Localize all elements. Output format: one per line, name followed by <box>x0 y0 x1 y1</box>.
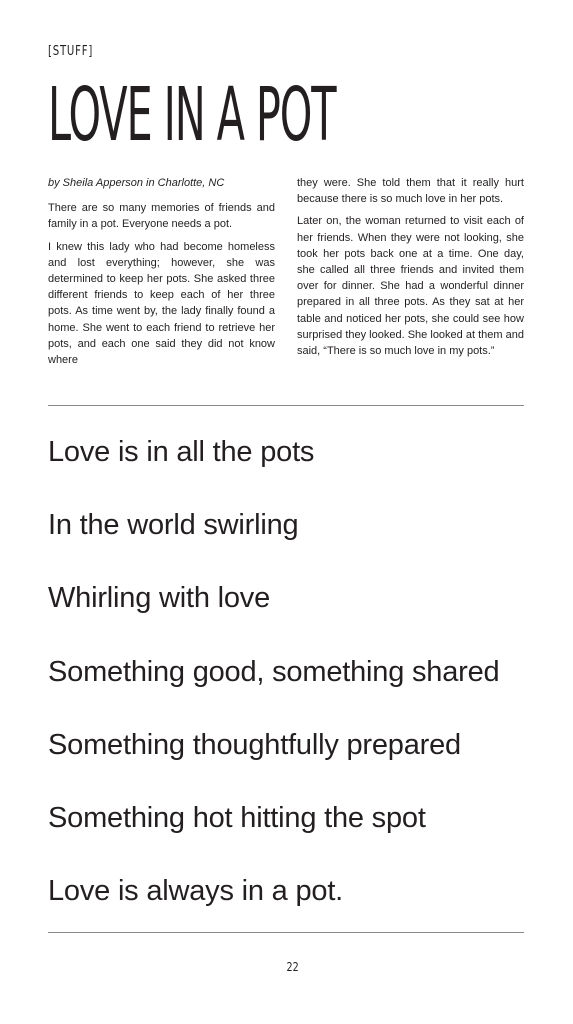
article-column-right <box>297 175 524 374</box>
article-paragraph-continued: they were. She told them that it really hurt because there is so much love in her pots. <box>297 177 524 206</box>
article-paragraph: There are so many memories of friends and family in a pot. Everyone needs a pot. <box>48 202 275 231</box>
page-number <box>48 960 538 974</box>
byline: by Sheila Apperson in Charlotte, NC <box>48 177 225 189</box>
poem-line: Something thoughtfully prepared <box>48 728 461 761</box>
article-body <box>48 175 524 374</box>
article-paragraph: Later on, the woman returned to visit each of her friends. When they were not looking, she took her pots back one at a time. One day, she called all three friends and invited them over for dinner. She had a wonderful dinner prepared in all three pots. As they sat at her table and noticed her pots, she could see how surprised they looked. She looked at them and said, “There is so much love in my pots.” <box>297 215 524 358</box>
poem-line: In the world swirling <box>48 509 299 542</box>
divider-bottom <box>48 932 524 933</box>
page-number-text: 22 <box>286 960 300 974</box>
section-tag: [STUFF] <box>48 44 94 59</box>
article-paragraph: I knew this lady who had become homeless and lost everything; however, she was determined to keep her pots. She asked three different friends to keep each of her three pots. As time went by, the lady finally found a home. She went to each friend to retrieve her pots, and each one said they did not know where <box>48 240 275 367</box>
page-title: LOVE IN A POT <box>48 72 336 158</box>
article-column-left <box>48 175 275 374</box>
magazine-page <box>48 0 524 1024</box>
poem-line: Something hot hitting the spot <box>48 801 426 834</box>
poem-line: Something good, something shared <box>48 655 500 688</box>
divider-top <box>48 405 524 406</box>
poem-line: Love is always in a pot. <box>48 875 344 908</box>
poem-line: Love is in all the pots <box>48 436 315 468</box>
poem-line: Whirling with love <box>48 582 271 615</box>
poem <box>48 432 538 944</box>
